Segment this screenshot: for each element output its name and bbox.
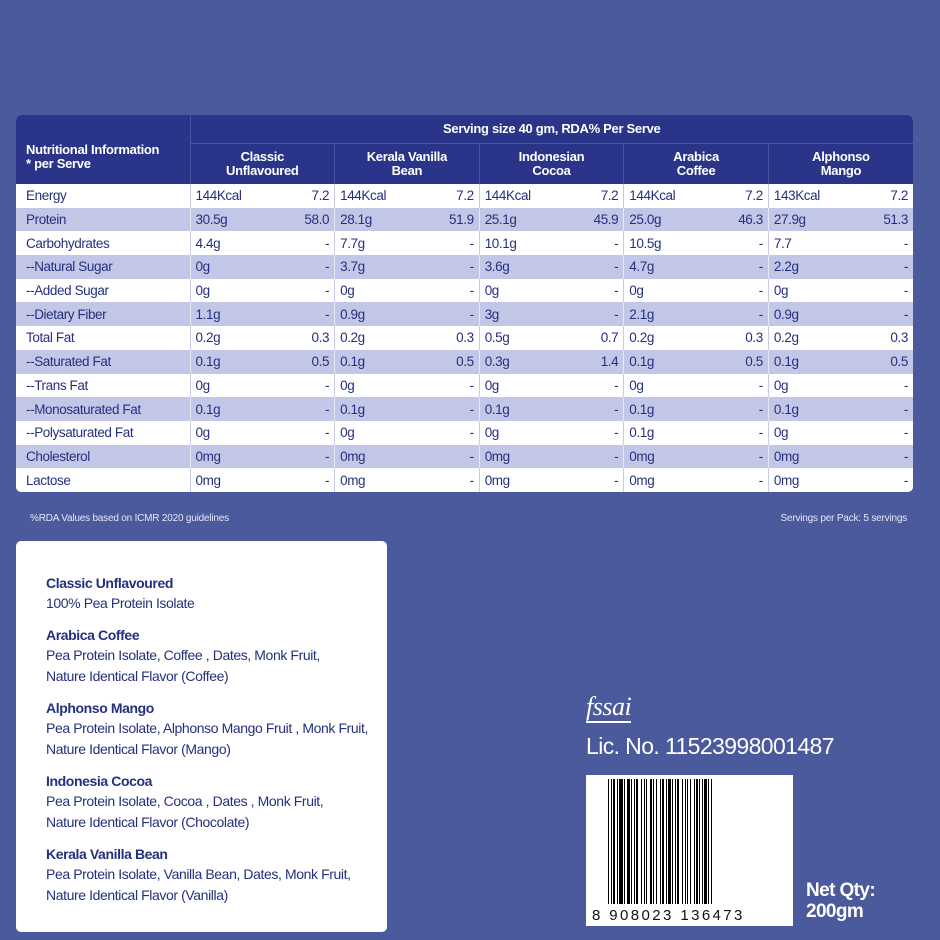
rda-percent: - xyxy=(469,283,474,299)
nutrition-label-header xyxy=(16,115,190,184)
nutrient-amount: 0.2g xyxy=(340,330,365,346)
rda-percent: - xyxy=(324,259,330,275)
nutrient-amount: 0.1g xyxy=(195,354,221,370)
nutrient-cell xyxy=(624,184,769,208)
rda-footnote: %RDA Values based on ICMR 2020 guidelines xyxy=(30,513,229,524)
servings-per-pack: Servings per Pack: 5 servings xyxy=(780,513,907,524)
ingredient-flavor-name: Classic Unflavoured xyxy=(46,575,173,591)
rda-percent: - xyxy=(614,425,619,441)
nutrient-cell xyxy=(190,184,335,208)
nutrient-amount: 0g xyxy=(195,283,210,299)
nutrient-cell xyxy=(479,445,624,469)
nutrient-amount: 0.1g xyxy=(629,401,654,417)
nutrient-cell xyxy=(479,468,624,492)
rda-percent: - xyxy=(903,377,908,393)
nutrient-amount: 2.1g xyxy=(629,306,654,322)
nutrient-cell xyxy=(768,445,913,469)
nutrient-amount: 0.1g xyxy=(773,401,799,417)
nutrient-amount: 4.4g xyxy=(195,235,221,251)
nutrient-amount: 0g xyxy=(484,425,499,441)
table-row xyxy=(16,468,913,492)
nutrient-cell xyxy=(479,279,624,303)
rda-percent: - xyxy=(469,235,474,251)
nutrient-cell xyxy=(335,397,480,421)
nutrient-amount: 0mg xyxy=(484,472,510,488)
nutrient-cell xyxy=(768,302,913,326)
fssai-license-number: Lic. No. 11523998001487 xyxy=(586,733,834,759)
rda-percent: - xyxy=(614,448,619,464)
rda-percent: - xyxy=(469,448,474,464)
nutrient-amount: 0mg xyxy=(340,448,366,464)
table-row xyxy=(16,445,913,469)
ingredient-description: Pea Protein Isolate, Cocoa , Dates , Monk Fruit, xyxy=(46,793,324,809)
nutrient-amount: 144Kcal xyxy=(484,188,531,204)
ingredient-item xyxy=(46,698,387,760)
nutrient-amount: 0mg xyxy=(629,448,655,464)
nutrient-label: Lactose xyxy=(26,472,71,488)
nutrient-amount: 0.9g xyxy=(773,306,799,322)
flavor-name-line2: Unflavoured xyxy=(226,162,299,178)
nutrient-cell xyxy=(190,302,335,326)
nutrient-amount: 0.5g xyxy=(484,330,510,346)
rda-percent: - xyxy=(324,472,330,488)
rda-percent: 7.2 xyxy=(456,188,474,204)
nutrient-cell xyxy=(624,255,769,279)
nutrient-amount: 0.1g xyxy=(340,401,365,417)
nutrient-cell xyxy=(479,231,624,255)
nutrient-amount: 0g xyxy=(773,283,789,299)
nutrient-cell xyxy=(624,326,769,350)
nutrient-cell xyxy=(190,468,335,492)
rda-percent: 45.9 xyxy=(593,212,619,228)
ingredient-description: Nature Identical Flavor (Chocolate) xyxy=(46,814,250,830)
table-row xyxy=(16,279,913,303)
rda-percent: - xyxy=(614,401,619,417)
rda-percent: - xyxy=(903,448,908,464)
flavor-column-header xyxy=(624,143,769,184)
nutrient-cell xyxy=(335,445,480,469)
nutrient-amount: 0g xyxy=(773,425,789,441)
nutrient-amount: 0.2g xyxy=(773,330,799,346)
rda-percent: - xyxy=(324,283,330,299)
rda-percent: 7.2 xyxy=(745,188,763,204)
nutrient-amount: 0g xyxy=(340,377,355,393)
fssai-logo-icon: fssai xyxy=(586,692,632,721)
nutrient-cell xyxy=(624,350,769,374)
nutrient-label: --Saturated Fat xyxy=(16,350,190,374)
nutrient-amount: 0g xyxy=(629,377,644,393)
nutrient-label: Protein xyxy=(16,208,190,232)
rda-percent: 0.3 xyxy=(311,330,330,346)
rda-percent: - xyxy=(903,425,908,441)
ingredient-flavor-name: Alphonso Mango xyxy=(46,700,154,716)
rda-percent: 0.3 xyxy=(745,330,763,346)
nutrient-cell xyxy=(768,421,913,445)
rda-percent: 7.2 xyxy=(600,188,619,204)
rda-percent: 7.2 xyxy=(890,188,908,204)
nutrient-amount: 0g xyxy=(484,377,499,393)
rda-percent: - xyxy=(614,259,619,275)
flavor-name-line1: Classic xyxy=(240,148,285,164)
nutrient-amount: 0mg xyxy=(773,448,799,464)
table-row xyxy=(16,326,913,350)
ingredient-description: Pea Protein Isolate, Vanilla Bean, Dates, Monk Fruit, xyxy=(46,866,351,882)
nutrient-cell xyxy=(335,255,480,279)
rda-percent: - xyxy=(469,259,474,275)
rda-percent: 1.4 xyxy=(600,354,619,370)
rda-percent: 0.3 xyxy=(456,330,474,346)
nutrient-amount: 0.1g xyxy=(195,401,221,417)
nutrient-label: --Trans Fat xyxy=(26,377,88,393)
nutrient-cell xyxy=(190,255,335,279)
nutrient-cell xyxy=(768,208,913,232)
nutrient-cell xyxy=(335,302,480,326)
nutrient-amount: 0mg xyxy=(629,472,655,488)
rda-percent: - xyxy=(758,235,763,251)
label-header-line1: Nutritional Information xyxy=(26,141,160,157)
nutrient-amount: 0.1g xyxy=(484,401,510,417)
rda-percent: 0.3 xyxy=(890,330,908,346)
nutrient-cell xyxy=(479,255,624,279)
flavor-column-header xyxy=(190,143,335,184)
nutrient-amount: 10.5g xyxy=(629,235,662,251)
nutrient-amount: 25.0g xyxy=(629,212,662,228)
nutrient-amount: 0.2g xyxy=(629,330,654,346)
flavor-column-header xyxy=(479,143,624,184)
ingredient-description: Pea Protein Isolate, Alphonso Mango Fruit , Monk Fruit, xyxy=(46,720,368,736)
nutrient-cell xyxy=(624,397,769,421)
ingredients-panel xyxy=(16,541,387,932)
table-row xyxy=(16,302,913,326)
rda-percent: - xyxy=(614,306,619,322)
rda-percent: - xyxy=(758,259,763,275)
nutrient-cell xyxy=(624,445,769,469)
rda-percent: - xyxy=(614,283,619,299)
nutrition-table xyxy=(16,115,913,492)
nutrient-amount: 0mg xyxy=(195,448,221,464)
rda-percent: - xyxy=(758,448,763,464)
nutrient-cell xyxy=(190,445,335,469)
nutrient-amount: 0g xyxy=(773,377,789,393)
nutrient-cell xyxy=(768,184,913,208)
nutrient-cell xyxy=(335,279,480,303)
nutrient-label: --Dietary Fiber xyxy=(16,302,190,326)
flavor-name-line2: Mango xyxy=(820,162,862,178)
nutrient-label: Total Fat xyxy=(26,330,75,346)
ingredient-item xyxy=(46,771,387,833)
nutrient-amount: 0g xyxy=(340,283,355,299)
table-row xyxy=(16,350,913,374)
nutrition-table-container xyxy=(16,115,913,492)
rda-percent: 0.5 xyxy=(311,354,330,370)
rda-percent: - xyxy=(469,306,474,322)
nutrient-amount: 144Kcal xyxy=(629,188,676,204)
nutrient-amount: 0mg xyxy=(773,472,799,488)
flavor-name-line1: Arabica xyxy=(673,148,719,164)
nutrient-cell xyxy=(479,302,624,326)
nutrient-cell xyxy=(190,326,335,350)
nutrient-amount: 2.2g xyxy=(773,259,799,275)
nutrient-amount: 0.1g xyxy=(773,354,799,370)
nutrient-amount: 0.3g xyxy=(484,354,510,370)
nutrient-cell xyxy=(479,421,624,445)
nutrient-amount: 7.7 xyxy=(773,235,792,251)
nutrient-amount: 4.7g xyxy=(629,259,654,275)
nutrient-label: Energy xyxy=(26,188,67,204)
nutrient-cell xyxy=(190,421,335,445)
nutrient-amount: 3.7g xyxy=(340,259,365,275)
ingredient-description: Nature Identical Flavor (Mango) xyxy=(46,741,231,757)
ingredient-item xyxy=(46,844,387,906)
net-qty-value: 200gm xyxy=(806,901,864,922)
nutrient-cell xyxy=(479,184,624,208)
nutrient-amount: 0.1g xyxy=(629,354,654,370)
nutrient-cell xyxy=(624,279,769,303)
nutrient-cell xyxy=(190,208,335,232)
nutrient-cell xyxy=(624,302,769,326)
rda-percent: - xyxy=(758,425,763,441)
flavor-name-line1: Alphonso xyxy=(812,148,870,164)
barcode-digits: 8 908023 136473 xyxy=(592,907,745,924)
rda-percent: - xyxy=(324,377,330,393)
rda-percent: - xyxy=(903,306,908,322)
flavor-name-line2: Coffee xyxy=(676,162,716,178)
nutrient-amount: 27.9g xyxy=(773,212,806,228)
rda-percent: - xyxy=(903,235,908,251)
rda-percent: 51.3 xyxy=(883,212,908,228)
rda-percent: - xyxy=(324,425,330,441)
rda-percent: - xyxy=(469,401,474,417)
nutrient-cell xyxy=(190,374,335,398)
nutrient-amount: 0.2g xyxy=(195,330,221,346)
nutrient-cell xyxy=(768,374,913,398)
nutrient-cell xyxy=(768,279,913,303)
flavor-column-header xyxy=(335,143,480,184)
nutrient-cell xyxy=(479,397,624,421)
nutrient-cell xyxy=(479,374,624,398)
nutrient-cell xyxy=(624,208,769,232)
rda-percent: - xyxy=(903,283,908,299)
nutrient-cell xyxy=(190,279,335,303)
nutrient-cell xyxy=(768,255,913,279)
rda-percent: - xyxy=(903,259,908,275)
rda-percent: 58.0 xyxy=(304,212,330,228)
nutrient-cell xyxy=(335,421,480,445)
rda-percent: 0.5 xyxy=(456,354,474,370)
nutrient-cell xyxy=(768,397,913,421)
nutrient-amount: 143Kcal xyxy=(773,188,820,204)
nutrient-amount: 10.1g xyxy=(484,235,517,251)
nutrient-amount: 7.7g xyxy=(340,235,365,251)
nutrient-label: --Monosaturated Fat xyxy=(16,397,190,421)
net-quantity xyxy=(806,880,875,922)
ingredient-flavor-name: Indonesia Cocoa xyxy=(46,773,153,789)
nutrient-cell xyxy=(479,350,624,374)
rda-percent: 0.7 xyxy=(600,330,619,346)
flavor-name-line1: Kerala Vanilla xyxy=(366,148,448,164)
nutrient-cell xyxy=(624,231,769,255)
rda-percent: - xyxy=(614,235,619,251)
rda-percent: 0.5 xyxy=(890,354,908,370)
serving-size-header: Serving size 40 gm, RDA% Per Serve xyxy=(190,115,913,143)
rda-percent: - xyxy=(758,377,763,393)
nutrient-label: --Polysaturated Fat xyxy=(26,425,134,441)
barcode-bars xyxy=(608,779,785,904)
rda-percent: - xyxy=(758,401,763,417)
nutrient-cell xyxy=(190,397,335,421)
table-row xyxy=(16,208,913,232)
nutrient-label: --Added Sugar xyxy=(26,283,109,299)
nutrient-amount: 3g xyxy=(484,306,499,322)
rda-percent: - xyxy=(903,472,908,488)
rda-percent: - xyxy=(469,377,474,393)
nutrient-cell xyxy=(335,184,480,208)
label-header-line2: * per Serve xyxy=(26,155,91,171)
rda-percent: - xyxy=(469,425,474,441)
nutrient-cell xyxy=(335,231,480,255)
nutrient-amount: 1.1g xyxy=(195,306,221,322)
nutrient-amount: 0mg xyxy=(340,472,366,488)
table-row xyxy=(16,397,913,421)
nutrient-cell xyxy=(190,350,335,374)
rda-percent: - xyxy=(758,283,763,299)
ingredient-flavor-name: Arabica Coffee xyxy=(46,627,140,643)
nutrient-cell xyxy=(335,326,480,350)
ingredient-item xyxy=(46,625,387,687)
nutrient-cell xyxy=(479,326,624,350)
nutrient-cell xyxy=(335,208,480,232)
nutrient-amount: 0.9g xyxy=(340,306,365,322)
nutrient-label: Cholesterol xyxy=(16,445,190,469)
nutrient-amount: 144Kcal xyxy=(340,188,387,204)
flavor-name-line2: Bean xyxy=(391,162,423,178)
rda-percent: - xyxy=(903,401,908,417)
nutrient-cell xyxy=(190,231,335,255)
nutrient-amount: 0g xyxy=(195,377,210,393)
ingredient-flavor-name: Kerala Vanilla Bean xyxy=(46,846,168,862)
rda-percent: - xyxy=(324,306,330,322)
nutrient-amount: 30.5g xyxy=(195,212,228,228)
flavor-name-line1: Indonesian xyxy=(518,148,585,164)
nutrient-label: Carbohydrates xyxy=(26,235,110,251)
rda-percent: - xyxy=(469,472,474,488)
rda-percent: - xyxy=(614,472,619,488)
rda-percent: - xyxy=(324,235,330,251)
nutrient-cell xyxy=(335,468,480,492)
nutrient-cell xyxy=(335,374,480,398)
nutrient-amount: 28.1g xyxy=(340,212,372,228)
nutrient-cell xyxy=(768,326,913,350)
nutrient-amount: 144Kcal xyxy=(195,188,242,204)
rda-percent: 51.9 xyxy=(449,212,474,228)
nutrient-label: --Natural Sugar xyxy=(16,255,190,279)
nutrient-cell xyxy=(768,350,913,374)
rda-percent: - xyxy=(758,472,763,488)
nutrient-amount: 0g xyxy=(340,425,355,441)
net-qty-label: Net Qty: xyxy=(806,880,876,901)
nutrient-amount: 0g xyxy=(484,283,499,299)
nutrient-cell xyxy=(335,350,480,374)
ingredient-description: Nature Identical Flavor (Coffee) xyxy=(46,668,229,684)
table-row xyxy=(16,184,913,208)
rda-percent: 0.5 xyxy=(745,354,763,370)
nutrient-amount: 25.1g xyxy=(484,212,517,228)
ingredient-description: 100% Pea Protein Isolate xyxy=(46,595,195,611)
nutrient-amount: 0mg xyxy=(484,448,510,464)
nutrient-amount: 3.6g xyxy=(484,259,510,275)
nutrient-cell xyxy=(479,208,624,232)
table-row xyxy=(16,231,913,255)
nutrient-cell xyxy=(768,468,913,492)
ingredient-description: Nature Identical Flavor (Vanilla) xyxy=(46,887,228,903)
nutrient-cell xyxy=(624,374,769,398)
nutrient-amount: 0mg xyxy=(195,472,221,488)
table-row xyxy=(16,255,913,279)
nutrient-amount: 0g xyxy=(195,259,210,275)
nutrient-amount: 0g xyxy=(629,283,644,299)
rda-percent: - xyxy=(758,306,763,322)
rda-percent: 7.2 xyxy=(311,188,330,204)
ingredient-description: Pea Protein Isolate, Coffee , Dates, Monk Fruit, xyxy=(46,647,320,663)
barcode-icon xyxy=(586,775,793,926)
nutrient-amount: 0g xyxy=(195,425,210,441)
rda-percent: - xyxy=(324,401,330,417)
rda-percent: 46.3 xyxy=(738,212,763,228)
table-row xyxy=(16,421,913,445)
flavor-name-line2: Cocoa xyxy=(532,162,571,178)
nutrient-cell xyxy=(624,421,769,445)
rda-percent: - xyxy=(324,448,330,464)
nutrient-amount: 0.1g xyxy=(629,425,654,441)
table-row xyxy=(16,374,913,398)
ingredient-item xyxy=(46,573,387,614)
nutrient-amount: 0.1g xyxy=(340,354,365,370)
rda-percent: - xyxy=(614,377,619,393)
flavor-column-header xyxy=(768,143,913,184)
nutrient-cell xyxy=(624,468,769,492)
nutrient-cell xyxy=(768,231,913,255)
